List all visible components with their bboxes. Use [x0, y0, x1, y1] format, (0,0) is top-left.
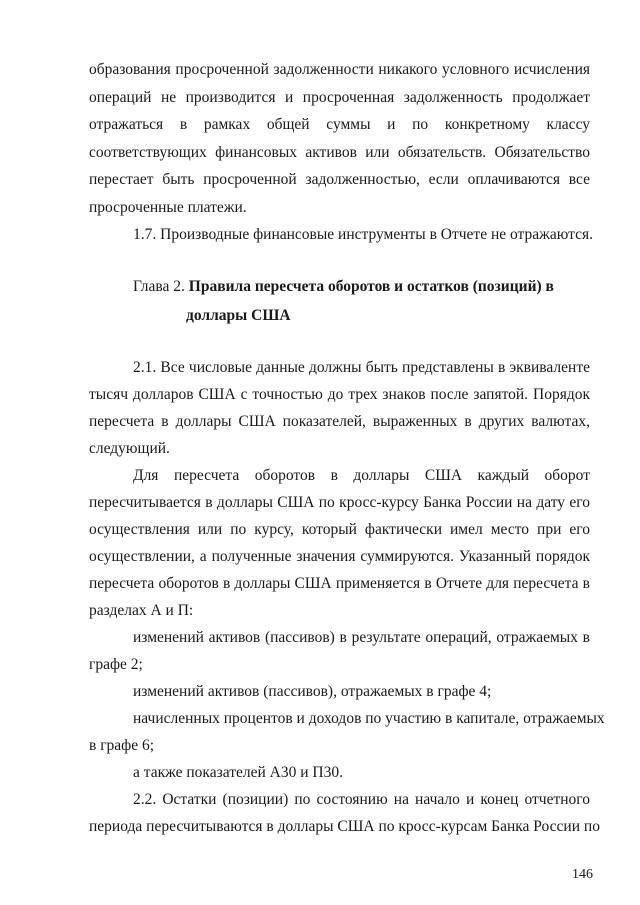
chapter-prefix: Глава 2.	[133, 278, 185, 295]
paragraph-1-7: 1.7. Производные финансовые инструменты в Отчете не отражаются.	[133, 226, 593, 243]
paragraph-line: отражаться в рамках общей суммы и по конкретному классу	[89, 116, 590, 133]
paragraph-line: 2.1. Все числовые данные должны быть представлены в эквиваленте	[133, 359, 590, 376]
paragraph-line: пересчета в доллары США показателей, выраженных в других валютах,	[89, 413, 590, 430]
paragraph-line: осуществления или по курсу, который фактически имел место при его	[89, 521, 590, 538]
paragraph-line: Для пересчета оборотов в доллары США каждый оборот	[133, 467, 590, 484]
paragraph-line: разделах А и П:	[89, 602, 194, 619]
paragraph-line: перестает быть просроченной задолженностью, если оплачиваются все	[89, 171, 590, 188]
paragraph-line: тысяч долларов США с точностью до трех знаков после запятой. Порядок	[89, 386, 590, 403]
list-item: изменений активов (пассивов) в результате операций, отражаемых в	[133, 629, 590, 646]
paragraph-line: пересчитывается в доллары США по кросс-курсу Банка России на дату его	[89, 494, 590, 511]
page-number: 146	[572, 867, 593, 882]
list-item: а также показателей А30 и П30.	[133, 764, 343, 781]
paragraph-line: следующий.	[89, 440, 170, 457]
paragraph-line: периода пересчитываются в доллары США по кросс-курсам Банка России по	[89, 818, 600, 835]
list-item: графе 2;	[89, 656, 143, 673]
chapter-heading	[133, 277, 554, 297]
paragraph-line: образования просроченной задолженности никакого условного исчисления	[89, 61, 590, 78]
chapter-title-line-1: Правила пересчета оборотов и остатков (позиций) в	[188, 278, 554, 295]
paragraph-line: 2.2. Остатки (позиции) по состоянию на начало и конец отчетного	[133, 791, 590, 808]
chapter-title-line-2: доллары США	[186, 307, 291, 324]
paragraph-line: операций не производится и просроченная задолженность продолжает	[89, 89, 590, 106]
paragraph-line: осуществлении, а полученные значения суммируются. Указанный порядок	[89, 548, 590, 565]
list-item: начисленных процентов и доходов по участию в капитале, отражаемых	[133, 710, 605, 727]
paragraph-line: просроченные платежи.	[89, 199, 247, 216]
paragraph-line: пересчета оборотов в доллары США применяется в Отчете для пересчета в	[89, 575, 590, 592]
list-item: в графе 6;	[89, 737, 155, 754]
list-item: изменений активов (пассивов), отражаемых в графе 4;	[133, 683, 492, 700]
paragraph-line: соответствующих финансовых активов или обязательств. Обязательство	[89, 144, 590, 161]
